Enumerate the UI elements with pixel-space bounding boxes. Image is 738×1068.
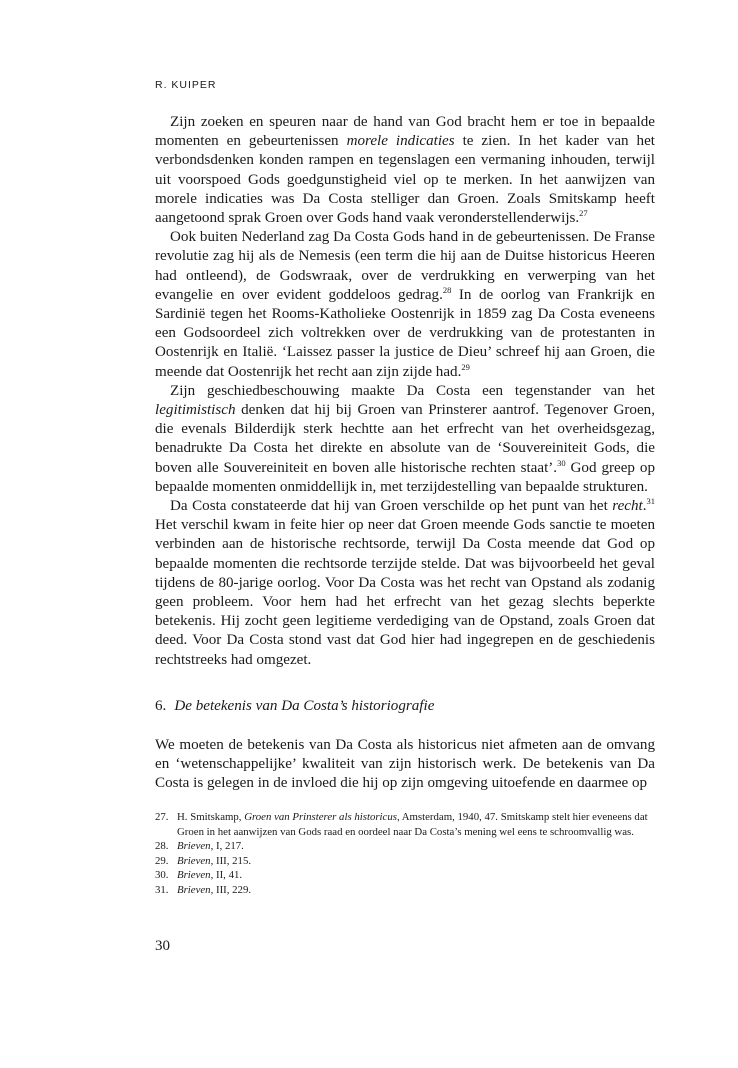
text-run: , Amsterdam, 1940, 47. Smitskamp stelt hier eveneens dat Groen in het aanwijzen van Gods raad en oordeel naar Da Costa’s mening wel eens te schroomvallig was. [177,811,648,838]
section-number: 6. [155,698,167,714]
footnote-text [177,810,655,839]
italic-text: Brieven [177,883,211,896]
footnote-text [177,854,655,869]
text-run: . [642,498,647,515]
footnote [155,839,655,854]
text-run: Da Costa constateerde dat hij van Groen verschilde op het punt van het [170,498,613,515]
text-run: , III, 229. [210,883,252,896]
italic-text: Groen van Prinsterer als historicus [244,811,397,823]
text-run: , I, 217. [210,840,244,853]
text-run: , III, 215. [210,854,252,867]
paragraph [155,382,655,497]
text-run: Het verschil kwam in feite hier op neer dat Groen meende Gods sanctie te moeten verbinden aan de historische rechtsorde, terwijl Da Costa meende dat God op bepaalde momenten die rechtsorde terzijde stelde. Dat was bijvoorbeeld het geval tijdens de 80-jarige oorlog. Voor Da Costa was het recht van Opstand als zodanig geen probleem. Voor hem had het erfrecht van het gezag slechts beperkte betekenis. Hij zocht geen legitieme verdediging van de Opstand, zoals Groen dat deed. Voor Da Costa stond vast dat God hier had ingegrepen en de geschiedenis rechtstreeks had omgezet. [155,517,655,668]
footnote-ref: 27 [579,208,588,219]
footnote-ref: 31 [646,496,655,507]
italic-text: legitimistisch [155,402,236,419]
text-run: te zien. In het kader van het verbondsdenken konden rampen en tegenslagen een vermaning inhouden, terwijl uit voorspoed Gods goedgunstigheid viel op te merken. In het aanwijzen van morele indicaties was Da Costa stelliger dan Groen. Zoals Smitskamp heeft aangetoond sprak Groen over Gods hand vaak veronderstellenderwijs. [155,133,655,227]
body-text [155,113,655,670]
text-run: God greep op bepaalde momenten onmiddellijk in, met terzijdestelling van bepaalde strukturen. [155,459,655,495]
footnote-ref: 30 [557,457,566,468]
section-paragraph: We moeten de betekenis van Da Costa als historicus niet afmeten aan de omvang en ‘wetenschappelijke’ kwaliteit van zijn historisch werk. De betekenis van Da Costa is gelegen in de invloed die hij op zijn omgeving uitoefende en daarmee op [155,737,655,792]
text-run: denken dat hij bij Groen van Prinsterer aantrof. Tegenover Groen, die evenals Bilderdijk sterk hechtte aan het erfrecht van het overheidsgezag, benadrukte Da Costa het direkte en absolute van de ‘Souvereiniteit Gods, die boven alle Souvereiniteit en boven alle historische rechten staat’. [155,402,655,476]
text-run: , II, 41. [210,869,243,882]
section-heading [155,697,434,716]
text-run: H. Smitskamp, [177,811,245,823]
footnote-number: 30. [155,869,169,882]
text-run: Zijn zoeken en speuren naar de hand van God bracht hem er toe in bepaalde momenten en gebeurtenissen [155,114,655,150]
italic-text: Brieven [177,840,211,853]
page-number: 30 [155,938,170,954]
footnotes [155,810,655,898]
paragraph [155,228,655,382]
italic-text: Brieven [177,869,211,882]
footnote-text [177,883,655,898]
italic-text: morele indicaties [346,133,455,150]
footnote [155,810,655,839]
footnote-text [177,868,655,883]
paragraph [155,497,655,670]
text-run: In de oorlog van Frankrijk en Sardinië tegen het Rooms-Katholieke Oostenrijk in 1859 zag Da Costa eveneens een Godsoordeel zich voltrekken over de verdrukking van de protestanten in Oostenrijk en Italië. ‘Laissez passer la justice de Dieu’ schreef hij aan Groen, die meende dat Oostenrijk het recht aan zijn zijde had. [155,286,655,380]
footnote-ref: 29 [461,361,470,372]
footnote-number: 29. [155,854,169,867]
footnote [155,854,655,869]
footnote-number: 27. [155,811,169,823]
footnote-number: 28. [155,840,169,853]
book-page [155,0,655,1068]
footnote-number: 31. [155,883,169,896]
text-run: Zijn geschiedbeschouwing maakte Da Costa een tegenstander van het [170,382,655,399]
paragraph [155,113,655,228]
footnote-text [177,839,655,854]
footnote [155,868,655,883]
footnote-ref: 28 [442,284,452,295]
italic-text: recht [612,498,643,515]
section-title: De betekenis van Da Costa’s historiografie [174,698,435,714]
text-run: Ook buiten Nederland zag Da Costa Gods hand in de gebeurtenissen. De Franse revolutie zag hij als de Nemesis (een term die hij aan de Duitse historicus Heeren had ontleend), de Godswraak, over de verdrukking en verwerping van het evangelie en over evident goddeloos gedrag. [155,229,655,303]
running-head: R. KUIPER [155,79,217,91]
italic-text: Brieven [177,854,211,867]
footnote [155,883,655,898]
